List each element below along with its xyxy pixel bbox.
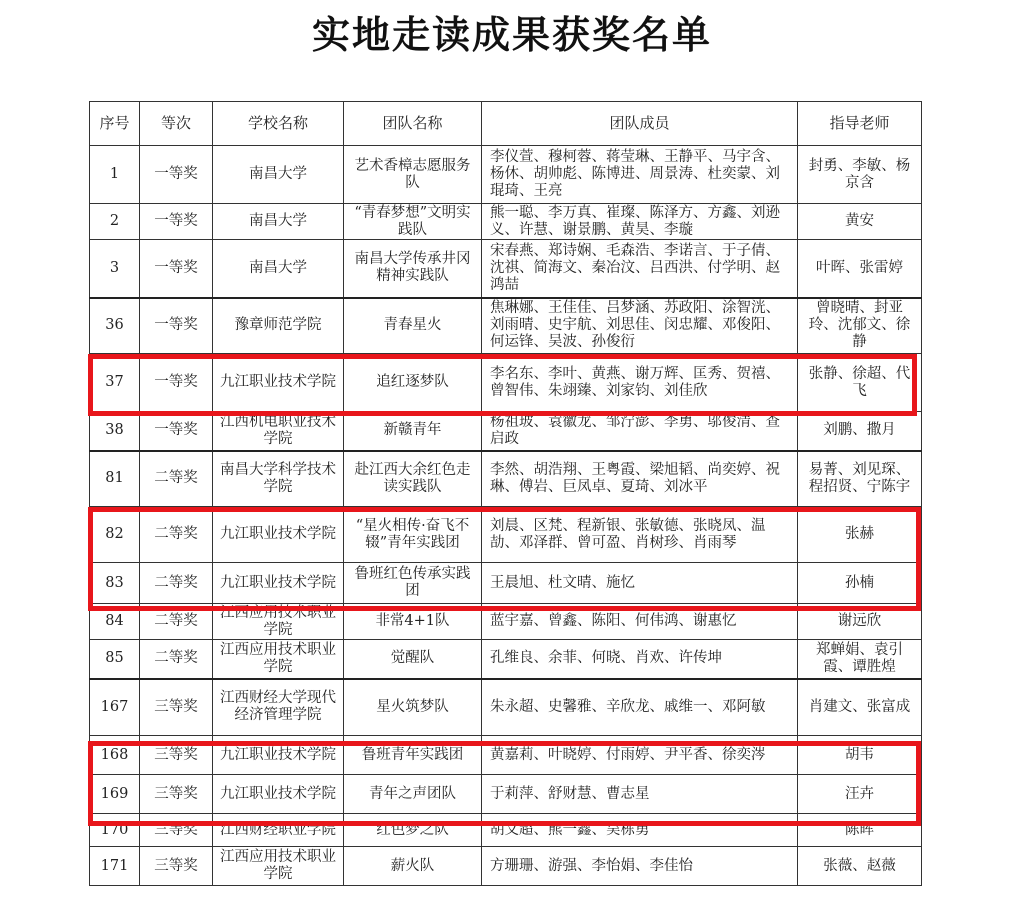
row-school: 南昌大学 [213, 204, 344, 240]
row-no: 2 [90, 204, 140, 240]
row-team: 南昌大学传承井冈精神实践队 [344, 240, 482, 298]
header-rank: 等次 [140, 102, 213, 146]
row-advisor: 张薇、赵薇 [798, 847, 922, 886]
row-no: 82 [90, 507, 140, 563]
page-title: 实地走读成果获奖名单 [311, 12, 712, 57]
row-advisor: 封勇、李敏、杨京含 [798, 146, 922, 204]
table-row [90, 240, 922, 298]
header-no: 序号 [90, 102, 140, 146]
row-no: 38 [90, 412, 140, 451]
row-rank: 一等奖 [140, 146, 213, 204]
row-advisor: 孙楠 [798, 563, 922, 604]
table-row [90, 563, 922, 604]
row-members: 宋春燕、郑诗娴、毛森浩、李诺言、于子倩、沈祺、简海文、秦冶汶、吕西洪、付学明、赵鸿喆 [482, 240, 798, 298]
row-advisor: 张静、徐超、代飞 [798, 354, 922, 412]
row-team: 鲁班青年实践团 [344, 736, 482, 775]
row-rank: 三等奖 [140, 814, 213, 847]
table-row [90, 412, 922, 451]
table-row [90, 736, 922, 775]
row-team: 艺术香樟志愿服务队 [344, 146, 482, 204]
row-team: 追红逐梦队 [344, 354, 482, 412]
table-row [90, 507, 922, 563]
row-rank: 一等奖 [140, 354, 213, 412]
row-no: 1 [90, 146, 140, 204]
row-advisor: 陈晖 [798, 814, 922, 847]
row-school: 南昌大学 [213, 240, 344, 298]
row-school: 江西应用技术职业学院 [213, 847, 344, 886]
row-school: 江西应用技术职业学院 [213, 604, 344, 640]
row-no: 167 [90, 679, 140, 736]
row-rank: 一等奖 [140, 240, 213, 298]
row-advisor: 肖建文、张富成 [798, 679, 922, 736]
row-members: 孔维良、余菲、何晓、肖欢、许传坤 [482, 640, 798, 679]
row-advisor: 黄安 [798, 204, 922, 240]
row-rank: 二等奖 [140, 640, 213, 679]
row-rank: 二等奖 [140, 451, 213, 507]
table-row [90, 204, 922, 240]
row-no: 3 [90, 240, 140, 298]
row-school: 南昌大学科学技术学院 [213, 451, 344, 507]
table-row [90, 775, 922, 814]
row-no: 36 [90, 298, 140, 354]
row-members: 王晨旭、杜文晴、施忆 [482, 563, 798, 604]
row-school: 江西应用技术职业学院 [213, 640, 344, 679]
row-advisor: 汪卉 [798, 775, 922, 814]
row-team: “青春梦想”文明实践队 [344, 204, 482, 240]
row-members: 于莉萍、舒财慧、曹志星 [482, 775, 798, 814]
row-advisor: 刘鹏、撒月 [798, 412, 922, 451]
row-no: 168 [90, 736, 140, 775]
header-school: 学校名称 [213, 102, 344, 146]
row-school: 九江职业技术学院 [213, 775, 344, 814]
row-team: 青年之声团队 [344, 775, 482, 814]
row-team: 青春星火 [344, 298, 482, 354]
row-advisor: 曾晓晴、封亚玲、沈郁文、徐静 [798, 298, 922, 354]
row-advisor: 叶晖、张雷婷 [798, 240, 922, 298]
row-no: 169 [90, 775, 140, 814]
awards-table [89, 101, 922, 886]
row-school: 九江职业技术学院 [213, 563, 344, 604]
row-school: 江西财经职业学院 [213, 814, 344, 847]
row-members: 胡文超、熊一鑫、吴栋勇 [482, 814, 798, 847]
table-header-row [90, 102, 922, 146]
row-school: 九江职业技术学院 [213, 354, 344, 412]
row-members: 黄嘉莉、叶晓婷、付雨婷、尹平香、徐奕涔 [482, 736, 798, 775]
header-team: 团队名称 [344, 102, 482, 146]
row-members: 李名东、李叶、黄燕、谢万辉、匡秀、贺禧、曾智伟、朱翊臻、刘家钧、刘佳欣 [482, 354, 798, 412]
table-row [90, 451, 922, 507]
row-rank: 三等奖 [140, 775, 213, 814]
row-team: 鲁班红色传承实践团 [344, 563, 482, 604]
row-members: 李仪萱、穆柯蓉、蒋莹琳、王静平、马宇含、杨休、胡帅彪、陈博进、周景涛、杜奕蒙、刘琨琦、王亮 [482, 146, 798, 204]
row-members: 刘晨、区梵、程新银、张敏德、张晓凤、温劼、邓泽群、曾可盈、肖树珍、肖雨琴 [482, 507, 798, 563]
row-no: 81 [90, 451, 140, 507]
table-row [90, 146, 922, 204]
row-school: 江西财经大学现代经济管理学院 [213, 679, 344, 736]
row-school: 九江职业技术学院 [213, 507, 344, 563]
row-rank: 二等奖 [140, 563, 213, 604]
row-team: 赴江西大余红色走读实践队 [344, 451, 482, 507]
row-rank: 三等奖 [140, 679, 213, 736]
row-rank: 一等奖 [140, 204, 213, 240]
row-school: 江西机电职业技术学院 [213, 412, 344, 451]
row-rank: 三等奖 [140, 847, 213, 886]
row-members: 蓝宇嘉、曾鑫、陈阳、何伟鸿、谢惠忆 [482, 604, 798, 640]
table-row [90, 298, 922, 354]
row-advisor: 郑蝉娟、袁引霞、谭胜煌 [798, 640, 922, 679]
row-members: 熊一聪、李万真、崔璨、陈泽方、方鑫、刘逊义、许慧、谢景鹏、黄昊、李璇 [482, 204, 798, 240]
header-advisor: 指导老师 [798, 102, 922, 146]
row-members: 朱永超、史馨雅、辛欣龙、戚维一、邓阿敏 [482, 679, 798, 736]
row-rank: 一等奖 [140, 298, 213, 354]
row-school: 豫章师范学院 [213, 298, 344, 354]
table-row [90, 640, 922, 679]
row-no: 85 [90, 640, 140, 679]
row-school: 九江职业技术学院 [213, 736, 344, 775]
row-rank: 二等奖 [140, 604, 213, 640]
row-rank: 三等奖 [140, 736, 213, 775]
row-no: 37 [90, 354, 140, 412]
row-advisor: 谢远欣 [798, 604, 922, 640]
table-row [90, 354, 922, 412]
row-team: 非常4+1队 [344, 604, 482, 640]
row-advisor: 张赫 [798, 507, 922, 563]
row-members: 焦琳娜、王佳佳、吕梦涵、苏政阳、涂智洸、刘雨晴、史宇航、刘思佳、闵忠耀、邓俊阳、何运锋、吴波、孙俊衍 [482, 298, 798, 354]
row-members: 杨祖玻、袁徽龙、邹泞澎、李勇、邬俊清、查启政 [482, 412, 798, 451]
row-team: 星火筑梦队 [344, 679, 482, 736]
row-rank: 二等奖 [140, 507, 213, 563]
row-rank: 一等奖 [140, 412, 213, 451]
table-row [90, 814, 922, 847]
row-no: 84 [90, 604, 140, 640]
table-row [90, 847, 922, 886]
row-team: 新赣青年 [344, 412, 482, 451]
row-members: 方珊珊、游强、李怡娟、李佳怡 [482, 847, 798, 886]
row-team: 薪火队 [344, 847, 482, 886]
table-row [90, 679, 922, 736]
row-no: 170 [90, 814, 140, 847]
row-team: 觉醒队 [344, 640, 482, 679]
row-advisor: 易菁、刘见琛、程招贤、宁陈宇 [798, 451, 922, 507]
row-members: 李然、胡浩翔、王粤霞、梁旭韬、尚奕婷、祝琳、傅岩、巨凤卓、夏琦、刘冰平 [482, 451, 798, 507]
row-no: 171 [90, 847, 140, 886]
row-team: “星火相传·奋飞不辍”青年实践团 [344, 507, 482, 563]
row-no: 83 [90, 563, 140, 604]
row-school: 南昌大学 [213, 146, 344, 204]
row-advisor: 胡韦 [798, 736, 922, 775]
header-members: 团队成员 [482, 102, 798, 146]
row-team: 红色梦之队 [344, 814, 482, 847]
table-row [90, 604, 922, 640]
